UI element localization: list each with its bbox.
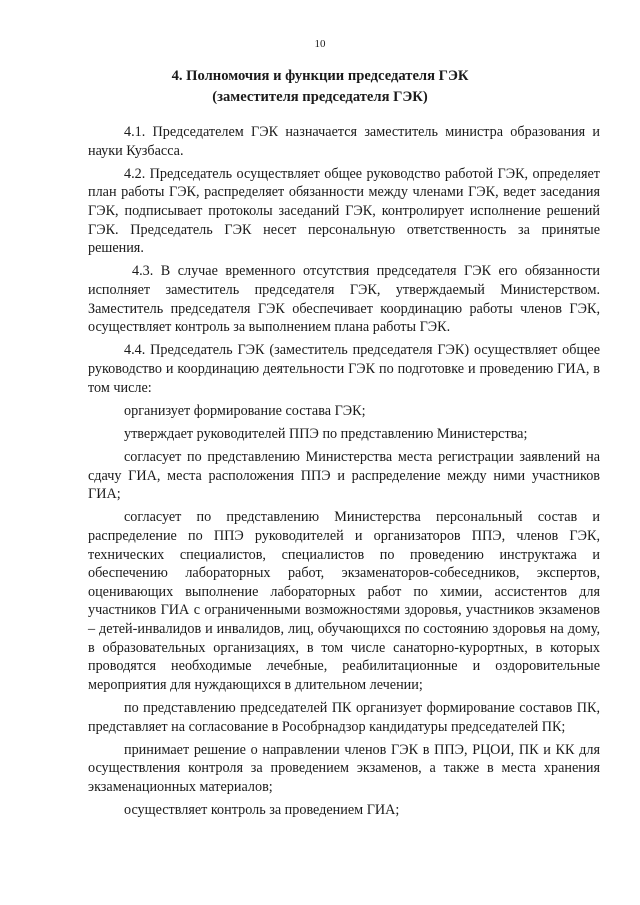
paragraph-4-3: 4.3. В случае временного отсутствия председателя ГЭК его обязанности исполняет заместитель председателя ГЭК, утверждаемый Министерством. Заместитель председателя ГЭК обеспечивает координацию работы членов ГЭК, осуществляет контроль за выполнением плана работы ГЭК. [88, 263, 600, 336]
page-number: 10 [314, 38, 326, 50]
list-item: организует формирование состава ГЭК; [124, 402, 366, 419]
list-item: принимает решение о направлении членов ГЭК в ППЭ, РЦОИ, ПК и КК для осуществления контроля за проведением экзаменов, а также в места хранения экзаменационных материалов; [88, 741, 600, 795]
paragraph-4-2: 4.2. Председатель осуществляет общее руководство работой ГЭК, определяет план работы ГЭК, распределяет обязанности между членами ГЭК, ведет заседания ГЭК, подписывает протоколы заседаний ГЭК, контролирует исполнение решений ГЭК. Председатель ГЭК несет персональную ответственность за принятые решения. [88, 165, 600, 257]
section-heading [60, 66, 580, 108]
section-heading-line-2: (заместителя председателя ГЭК) [212, 89, 428, 105]
list-item: согласует по представлению Министерства персональный состав и распределение по ППЭ руководителей и организаторов ППЭ, членов ГЭК, технических специалистов, специалистов по проведению инструктажа и обеспечению лабораторных работ, экзаменаторов-собеседников, экспертов, оценивающих выполнение лабораторных работ по химии, ассистентов для участников ГИА с ограниченными возможностями здоровья, участников экзаменов – детей-инвалидов и инвалидов, лиц, обучающихся по состоянию здоровья на дому, в образовательных организациях, в том числе санаторно-курортных, в которых проводятся необходимые лечебные, реабилитационные и оздоровительные мероприятия для нуждающихся в длительном лечении; [88, 509, 600, 693]
paragraph-4-4: 4.4. Председатель ГЭК (заместитель председателя ГЭК) осуществляет общее руководство и координацию деятельности ГЭК по подготовке и проведению ГИА, в том числе: [88, 342, 600, 396]
paragraph-4-1: 4.1. Председателем ГЭК назначается заместитель министра образования и науки Кузбасса. [88, 124, 600, 159]
list-item: согласует по представлению Министерства места регистрации заявлений на сдачу ГИА, места расположения ППЭ и распределение между ними участников ГИА; [88, 449, 600, 503]
list-item: по представлению председателей ПК организует формирование составов ПК, представляет на согласование в Рособрнадзор кандидатуры председателей ПК; [88, 699, 600, 735]
section-heading-line-1: 4. Полномочия и функции председателя ГЭК [171, 68, 469, 84]
section-body [88, 123, 600, 824]
list-item: осуществляет контроль за проведением ГИА; [124, 802, 400, 819]
list-item: утверждает руководителей ППЭ по представлению Министерства; [124, 425, 528, 442]
